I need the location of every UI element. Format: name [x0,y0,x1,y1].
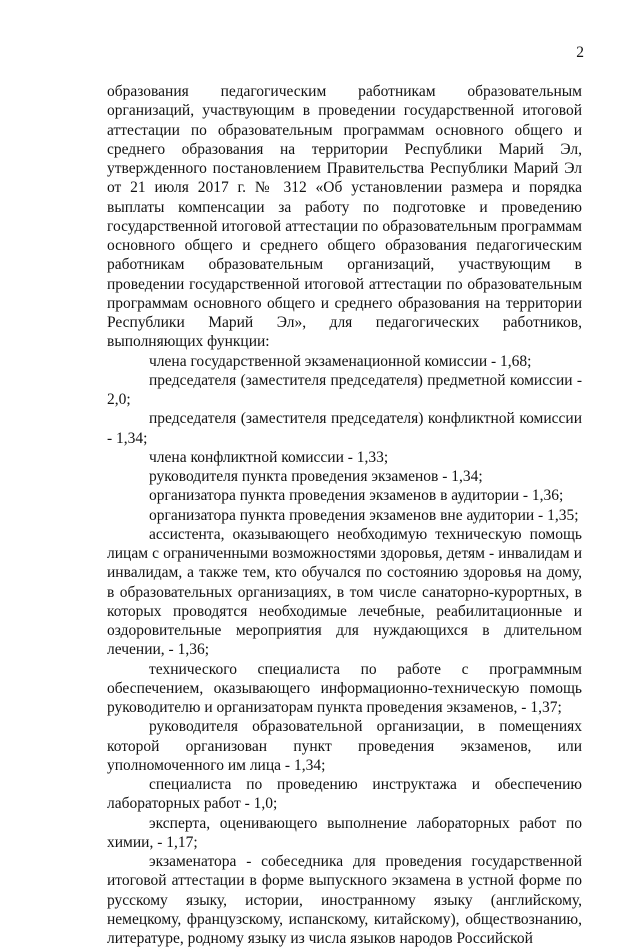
paragraph: организатора пункта проведения экзаменов вне аудитории - 1,35; [149,506,579,524]
paragraph: члена государственной экзаменационной комиссии - 1,68; [149,352,532,370]
paragraph: ассистента, оказывающего необходимую техническую помощь лицам с ограниченными возможностями здоровья, детям - инвалидам и инвалидам, а также тем, кто обучался по состоянию здоровья на дому, в образовательных организациях, в том числе санаторно-курортных, в которых проводятся необходимые лечебные, реабилитационные и оздоровительные мероприятия для нуждающихся в длительном лечении, - 1,36; [107,525,582,659]
paragraph: экзаменатора - собеседника для проведения государственной итоговой аттестации в форме выпускного экзамена в устной форме по русскому языку, истории, иностранному языку (английскому, немецкому, французскому, испанскому, китайскому), обществознанию, литературе, родному языку из числа языков народов Российской [107,853,582,947]
paragraph: организатора пункта проведения экзаменов в аудитории - 1,36; [149,487,564,505]
paragraph: руководителя пункта проведения экзаменов - 1,34; [149,468,483,485]
paragraph: руководителя образовательной организации, в помещениях которой организован пункт проведения экзаменов, или уполномоченного им лица - 1,34; [107,718,582,774]
paragraph: специалиста по проведению инструктажа и обеспечению лабораторных работ - 1,0; [107,776,582,813]
paragraph: технического специалиста по работе с программным обеспечением, оказывающего информационно-техническую помощь руководителю и организаторам пункта проведения экзаменов, - 1,37; [107,660,582,716]
paragraph: председателя (заместителя председателя) конфликтной комиссии - 1,34; [107,410,582,447]
paragraph: председателя (заместителя председателя) предметной комиссии - 2,0; [107,371,582,408]
paragraph: члена конфликтной комиссии - 1,33; [149,448,389,466]
paragraph: образования педагогическим работникам образовательным организаций, участвующим в проведении государственной итоговой аттестации по образовательным программам основного общего и среднего образования на территории Республики Марий Эл, утвержденного постановлением Правительства Республики Марий Эл от 21 июля 2017 г. № 312 «Об установлении размера и порядка выплаты компенсации за работу по подготовке и проведению государственной итоговой аттестации по образовательным программам основного общего и среднего общего образования педагогическим работникам образовательным организаций, участвующим в проведении государственной итоговой аттестации по образовательным программам основного общего и среднего образования на территории Республики Марий Эл», для педагогических работников, выполняющих функции: [107,83,582,351]
paragraph: эксперта, оценивающего выполнение лабораторных работ по химии, - 1,17; [107,814,582,851]
page-number: 2 [576,44,584,61]
document-body [107,82,582,948]
